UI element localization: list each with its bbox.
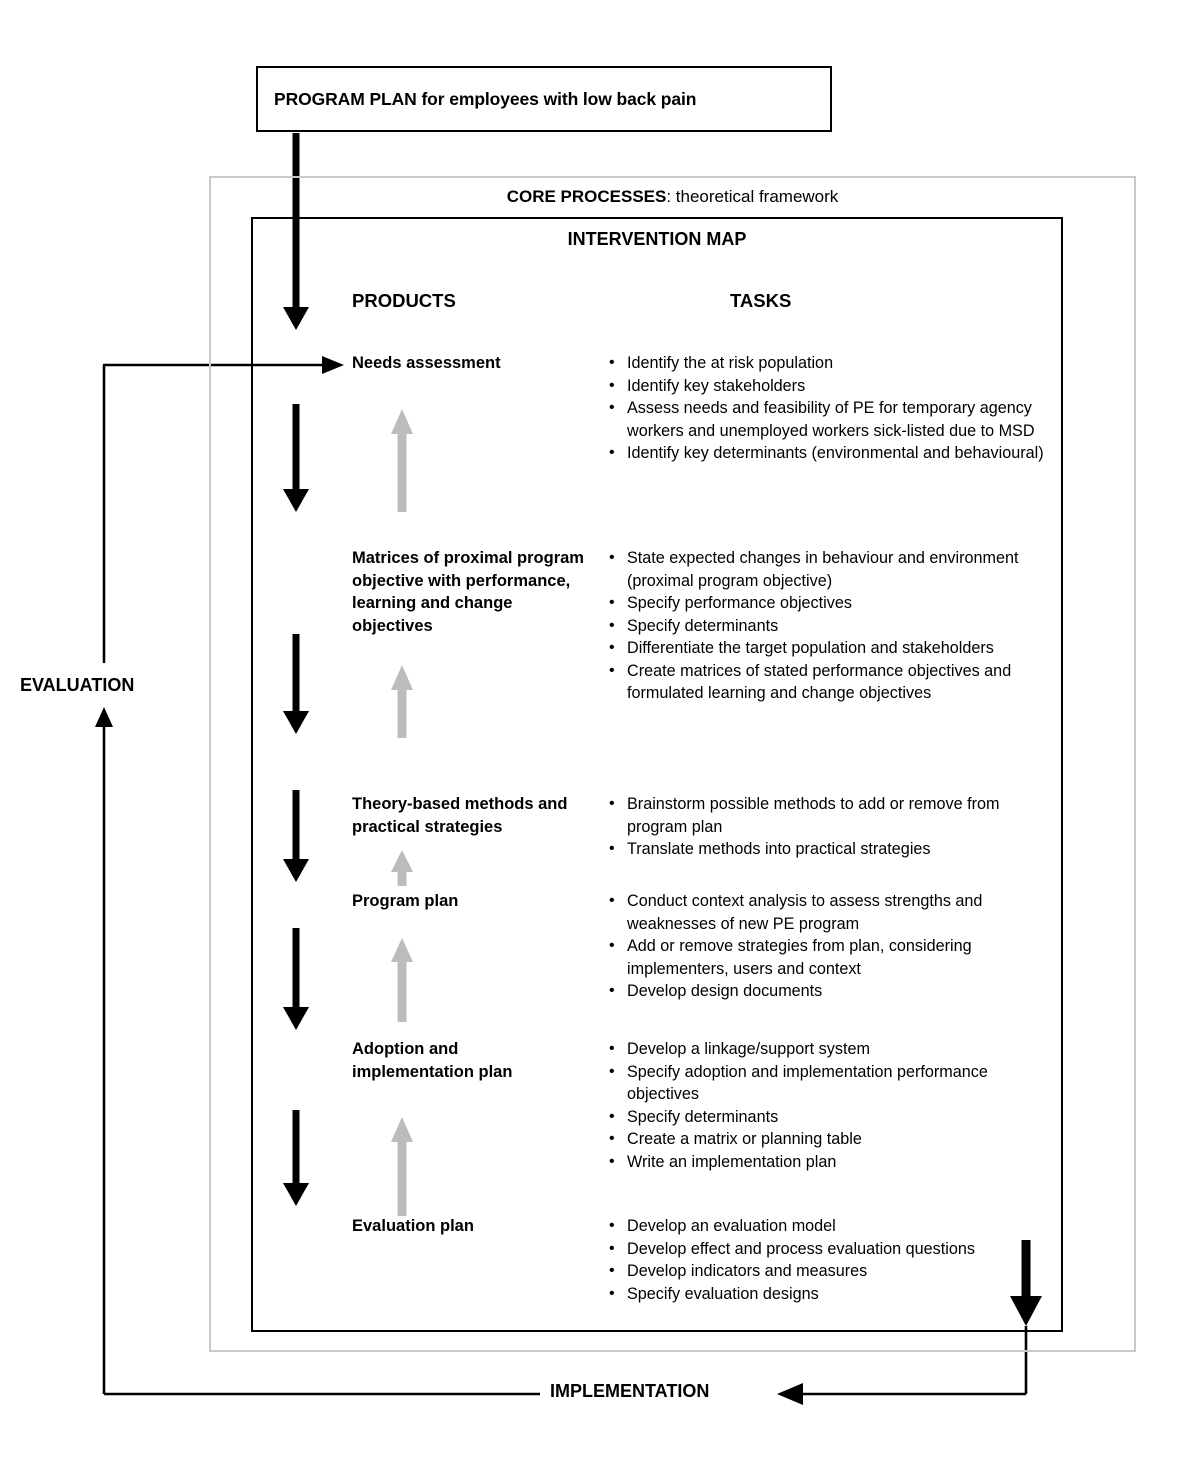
task-list: [605, 547, 1045, 705]
core-processes-title-bold: CORE PROCESSES: [506, 187, 667, 206]
product-title: Evaluation plan: [352, 1217, 474, 1235]
bullet-icon: •: [609, 795, 615, 812]
bullet-icon: •: [609, 1130, 615, 1147]
bullet-icon: •: [609, 594, 615, 611]
task-item: [605, 1238, 1045, 1261]
implementation-label: IMPLEMENTATION: [550, 1381, 710, 1401]
task-text: Differentiate the target population and stakeholders: [627, 639, 994, 657]
bullet-icon: •: [609, 1284, 615, 1302]
task-item: [605, 375, 1050, 398]
task-item: [605, 1061, 1005, 1106]
task-text: Develop design documents: [627, 982, 823, 1000]
task-text: Add or remove strategies from plan, considering implementers, users and context: [627, 937, 972, 978]
task-item: [605, 615, 1045, 638]
bullet-icon: •: [609, 982, 615, 999]
core-processes-title: [209, 187, 1136, 207]
task-text: Develop a linkage/support system: [627, 1040, 870, 1058]
bullet-icon: •: [609, 549, 615, 566]
task-item: [605, 890, 1060, 935]
task-text: Brainstorm possible methods to add or remove from program plan: [627, 795, 1000, 836]
bullet-icon: •: [609, 840, 615, 857]
task-list: [605, 1038, 1005, 1173]
intervention-map-title: INTERVENTION MAP: [567, 229, 747, 249]
task-item: [605, 547, 1045, 592]
bullet-icon: •: [609, 937, 615, 954]
task-item: [605, 1260, 1045, 1283]
bullet-icon: •: [609, 354, 615, 371]
program-plan-label: PROGRAM PLAN for employees with low back pain: [274, 88, 697, 109]
task-item: [605, 1151, 1005, 1174]
task-item: [605, 397, 1050, 442]
task-text: Specify determinants: [627, 616, 779, 635]
task-text: Create matrices of stated performance objectives and formulated learning and change objectives: [627, 661, 1012, 702]
task-list: [605, 352, 1050, 465]
bullet-icon: •: [609, 892, 615, 909]
task-text: State expected changes in behaviour and environment (proximal program objective): [627, 549, 1019, 590]
task-item: [605, 352, 1050, 375]
products-column-header: PRODUCTS: [352, 290, 456, 311]
bullet-icon: •: [609, 1040, 615, 1057]
task-item: [605, 1038, 1005, 1061]
task-item: [605, 793, 1035, 838]
bullet-icon: •: [609, 1262, 615, 1279]
task-item: [605, 1128, 1005, 1151]
task-text: Identify key stakeholders: [627, 376, 806, 395]
task-item: [605, 660, 1045, 705]
bullet-icon: •: [609, 661, 615, 679]
bullet-icon: •: [609, 444, 615, 461]
task-item: [605, 1106, 1005, 1129]
product-title: Adoption and implementation plan: [352, 1040, 513, 1081]
bullet-icon: •: [609, 399, 615, 416]
bullet-icon: •: [609, 1062, 615, 1080]
bullet-icon: •: [609, 1152, 615, 1170]
task-text: Develop an evaluation model: [627, 1217, 836, 1235]
task-item: [605, 592, 1045, 615]
task-text: Develop indicators and measures: [627, 1262, 868, 1280]
task-text: Develop effect and process evaluation questions: [627, 1239, 975, 1258]
task-text: Specify adoption and implementation performance objectives: [627, 1062, 988, 1103]
task-list: [605, 890, 1060, 1003]
task-item: [605, 442, 1050, 465]
task-text: Specify evaluation designs: [627, 1284, 819, 1303]
program-plan-box: [256, 66, 832, 132]
task-item: [605, 1283, 1045, 1306]
bullet-icon: •: [609, 376, 615, 394]
tasks-column-header: TASKS: [730, 290, 792, 311]
task-text: Write an implementation plan: [627, 1152, 837, 1171]
task-list: [605, 793, 1035, 861]
task-item: [605, 838, 1035, 861]
product-title: Theory-based methods and practical strategies: [352, 795, 568, 836]
task-text: Specify performance objectives: [627, 594, 852, 612]
task-text: Identify the at risk population: [627, 354, 834, 372]
task-item: [605, 980, 1060, 1003]
task-text: Create a matrix or planning table: [627, 1130, 862, 1148]
bullet-icon: •: [609, 639, 615, 656]
task-item: [605, 1215, 1045, 1238]
core-processes-title-rest: : theoretical framework: [666, 187, 839, 206]
task-text: Identify key determinants (environmental and behavioural): [627, 444, 1044, 462]
product-title: Needs assessment: [352, 354, 501, 372]
product-title: Matrices of proximal program objective with performance, learning and change objectives: [352, 549, 584, 635]
task-text: Specify determinants: [627, 1107, 779, 1126]
task-item: [605, 935, 1060, 980]
product-title: Program plan: [352, 892, 459, 910]
bullet-icon: •: [609, 1107, 615, 1125]
task-text: Conduct context analysis to assess strengths and weaknesses of new PE program: [627, 892, 983, 933]
task-list: [605, 1215, 1045, 1305]
task-text: Assess needs and feasibility of PE for temporary agency workers and unemployed workers sick-listed due to MSD: [627, 399, 1035, 440]
bullet-icon: •: [609, 616, 615, 634]
task-text: Translate methods into practical strategies: [627, 840, 931, 858]
task-item: [605, 637, 1045, 660]
evaluation-label: EVALUATION: [20, 675, 135, 695]
bullet-icon: •: [609, 1239, 615, 1257]
bullet-icon: •: [609, 1217, 615, 1234]
